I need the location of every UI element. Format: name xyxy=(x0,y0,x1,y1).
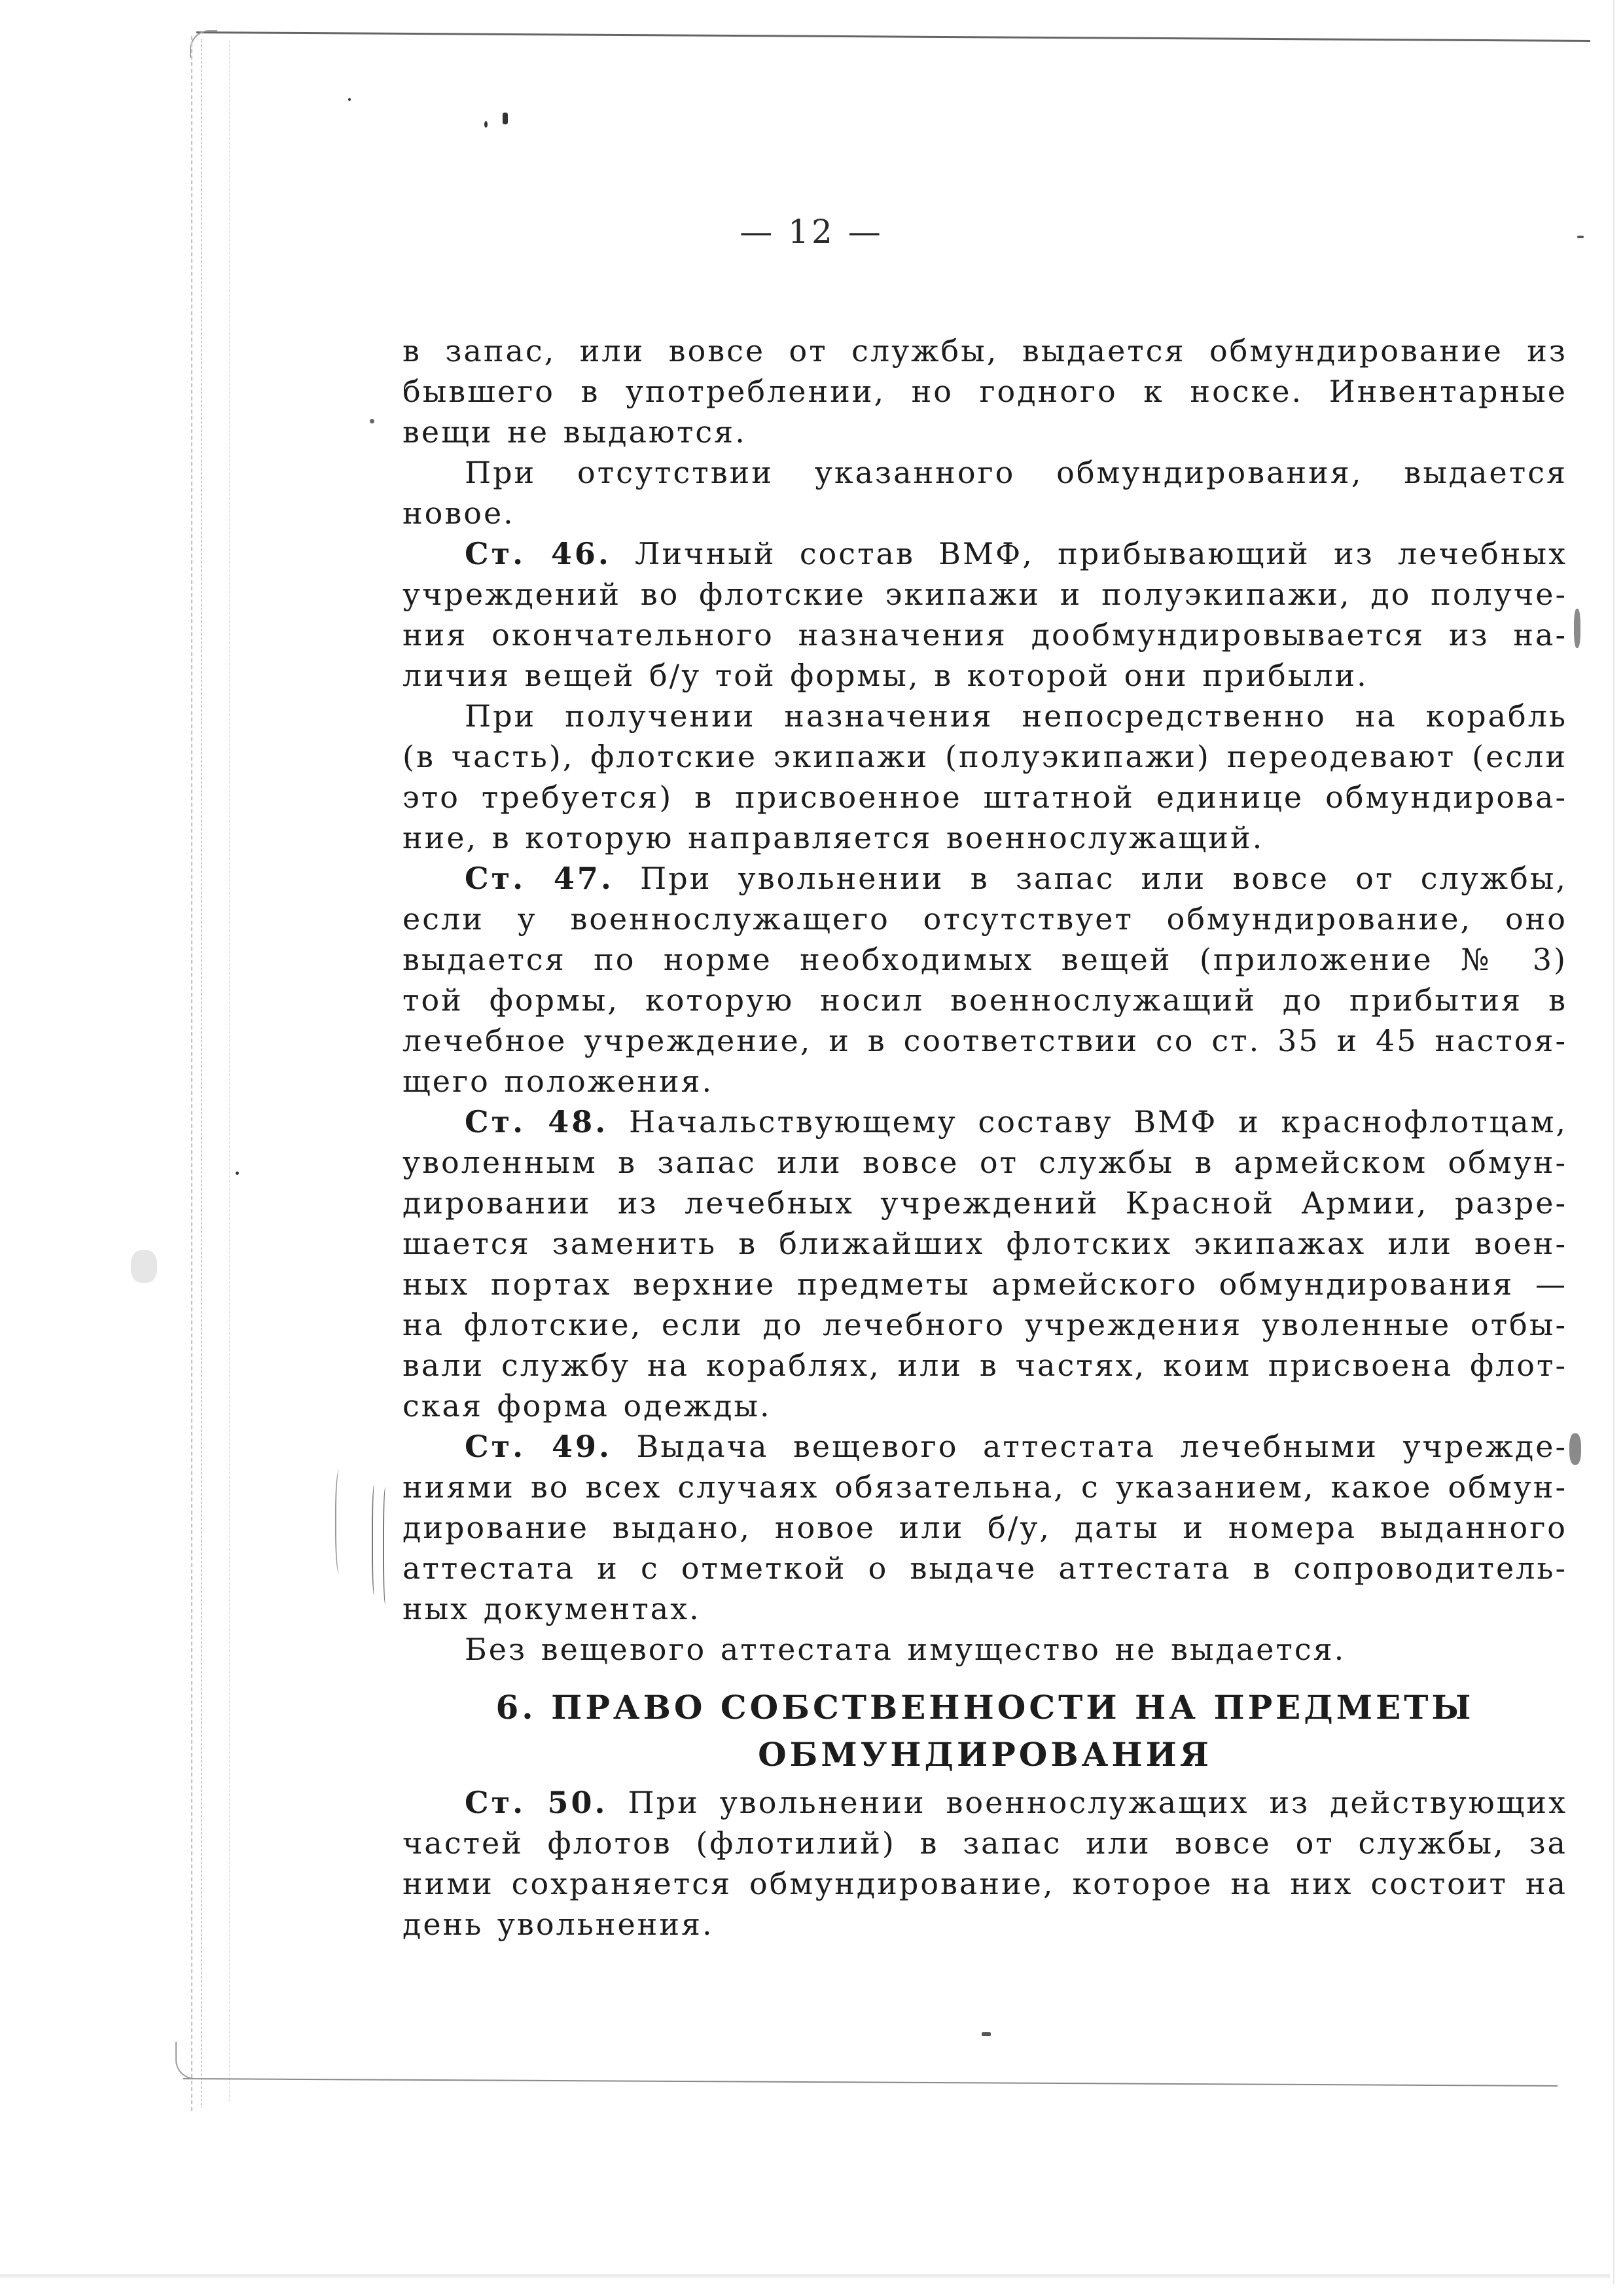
scan-speck xyxy=(1574,609,1580,648)
text-line: щего положения. xyxy=(402,1064,714,1099)
text-line: аттестата и с отметкой о выдаче аттестата в сопроводитель- xyxy=(402,1551,1567,1586)
text-line: ними сохраняется обмундирование, которое на них состоит на xyxy=(402,1866,1567,1901)
text-line: (в часть), флотские экипажи (полуэкипажи) переодевают (если xyxy=(402,739,1567,774)
text-line-rest: При увольнении в запас или вовсе от службы, xyxy=(613,861,1567,896)
article-46-first-line xyxy=(402,533,1567,574)
scan-speck xyxy=(236,1172,239,1175)
scan-frame-bottom-edge xyxy=(183,2078,1558,2087)
text-line: шается заменить в ближайших флотских экипажах или воен- xyxy=(402,1226,1567,1261)
scan-speck xyxy=(503,113,508,124)
article-number: Ст. 50. xyxy=(465,1785,608,1820)
text-line: Без вещевого аттестата имущество не выдается. xyxy=(465,1632,1346,1667)
text-line: ние, в которую направляется военнослужащий. xyxy=(402,820,1264,855)
section-heading-continued: ОБМУНДИРОВАНИЯ xyxy=(758,1735,1212,1774)
text-line: выдается по норме необходимых вещей (приложение № 3) xyxy=(402,942,1567,977)
scan-frame-corner xyxy=(190,30,217,58)
scan-frame-top-edge xyxy=(196,31,1590,42)
text-line: в запас, или вовсе от службы, выдается обмундирование из xyxy=(402,333,1567,368)
section-heading: 6. ПРАВО СОБСТВЕННОСТИ НА ПРЕДМЕТЫ xyxy=(495,1688,1474,1727)
article-number: Ст. 47. xyxy=(465,861,614,896)
text-line: ниями во всех случаях обязательна, с указанием, какое обмун- xyxy=(402,1469,1567,1505)
text-line: учреждений во флотские экипажи и полуэкипажи, до получе- xyxy=(402,577,1567,612)
text-line-rest: При увольнении военнослужащих из действующих xyxy=(607,1785,1568,1820)
scan-page-shadow xyxy=(0,2274,1610,2280)
text-line: на флотские, если до лечебного учреждения уволенные отбы- xyxy=(402,1307,1567,1342)
scan-speck xyxy=(484,121,488,128)
text-line: дирование выдано, новое или б/у, даты и номера выданного xyxy=(402,1510,1567,1545)
text-line: При отсутствии указанного обмундирования, выдается xyxy=(465,455,1567,490)
scan-frame-bottom-corner xyxy=(175,2042,203,2079)
article-50-first-line xyxy=(402,1782,1567,1823)
text-line-rest: Личный состав ВМФ, прибывающий из лечебных xyxy=(611,536,1568,571)
article-number: Ст. 49. xyxy=(465,1429,613,1464)
text-line: дировании из лечебных учреждений Красной Армии, разре- xyxy=(402,1185,1567,1221)
text-line: При получении назначения непосредственно на корабль xyxy=(465,698,1567,734)
article-number: Ст. 48. xyxy=(465,1104,609,1139)
text-line-rest: Выдача вещевого аттестата лечебными учрежде- xyxy=(612,1429,1567,1464)
text-line: частей флотов (флотилий) в запас или вовсе от службы, за xyxy=(402,1825,1567,1861)
text-line: уволенным в запас или вовсе от службы в армейском обмун- xyxy=(402,1145,1567,1180)
scan-speck xyxy=(131,1250,157,1283)
scan-page-right-edge xyxy=(1613,0,1614,2284)
article-48-first-line xyxy=(402,1102,1567,1142)
text-line: если у военнослужащего отсутствует обмундирование, оно xyxy=(402,901,1567,937)
text-line: лечебное учреждение, и в соответствии со ст. 35 и 45 настоя- xyxy=(402,1023,1567,1058)
text-line: ных документах. xyxy=(402,1591,701,1626)
text-line: вали службу на кораблях, или в частях, коим присвоена флот- xyxy=(402,1348,1567,1383)
scan-speck xyxy=(982,2032,991,2036)
document-body xyxy=(402,331,1567,1945)
pencil-margin-mark xyxy=(335,1469,346,1574)
text-line: бывшего в употреблении, но годного к носке. Инвентарные xyxy=(402,374,1567,409)
text-line: ных портах верхние предметы армейского обмундирования — xyxy=(402,1266,1567,1302)
text-line: ская форма одежды. xyxy=(402,1388,772,1424)
scan-frame-left-edge-inner xyxy=(201,39,202,2108)
article-49-first-line xyxy=(402,1426,1567,1467)
text-line: день увольнения. xyxy=(402,1907,714,1942)
text-line: вещи не выдаются. xyxy=(402,414,747,450)
article-47-first-line xyxy=(402,858,1567,899)
text-line-rest: Начальствующему составу ВМФ и краснофлотцам, xyxy=(608,1104,1567,1139)
text-line: той формы, которую носил военнослужащий до прибытия в xyxy=(402,982,1567,1018)
page-number: — 12 — xyxy=(740,213,883,251)
text-line: личия вещей б/у той формы, в которой они прибыли. xyxy=(402,658,1368,693)
text-line: ния окончательного назначения дообмундировывается из на- xyxy=(402,617,1567,653)
scan-speck xyxy=(1569,1433,1581,1465)
pencil-margin-mark xyxy=(372,1484,378,1596)
text-line: это требуется) в присвоенное штатной единице обмундирова- xyxy=(402,780,1567,815)
scan-frame-left-edge-faint xyxy=(229,41,230,2102)
scan-speck xyxy=(370,419,374,423)
article-number: Ст. 46. xyxy=(465,536,611,571)
scan-speck xyxy=(348,98,351,101)
text-line: новое. xyxy=(402,495,515,531)
scan-frame-left-edge xyxy=(191,36,192,2111)
pencil-margin-mark xyxy=(383,1487,389,1605)
